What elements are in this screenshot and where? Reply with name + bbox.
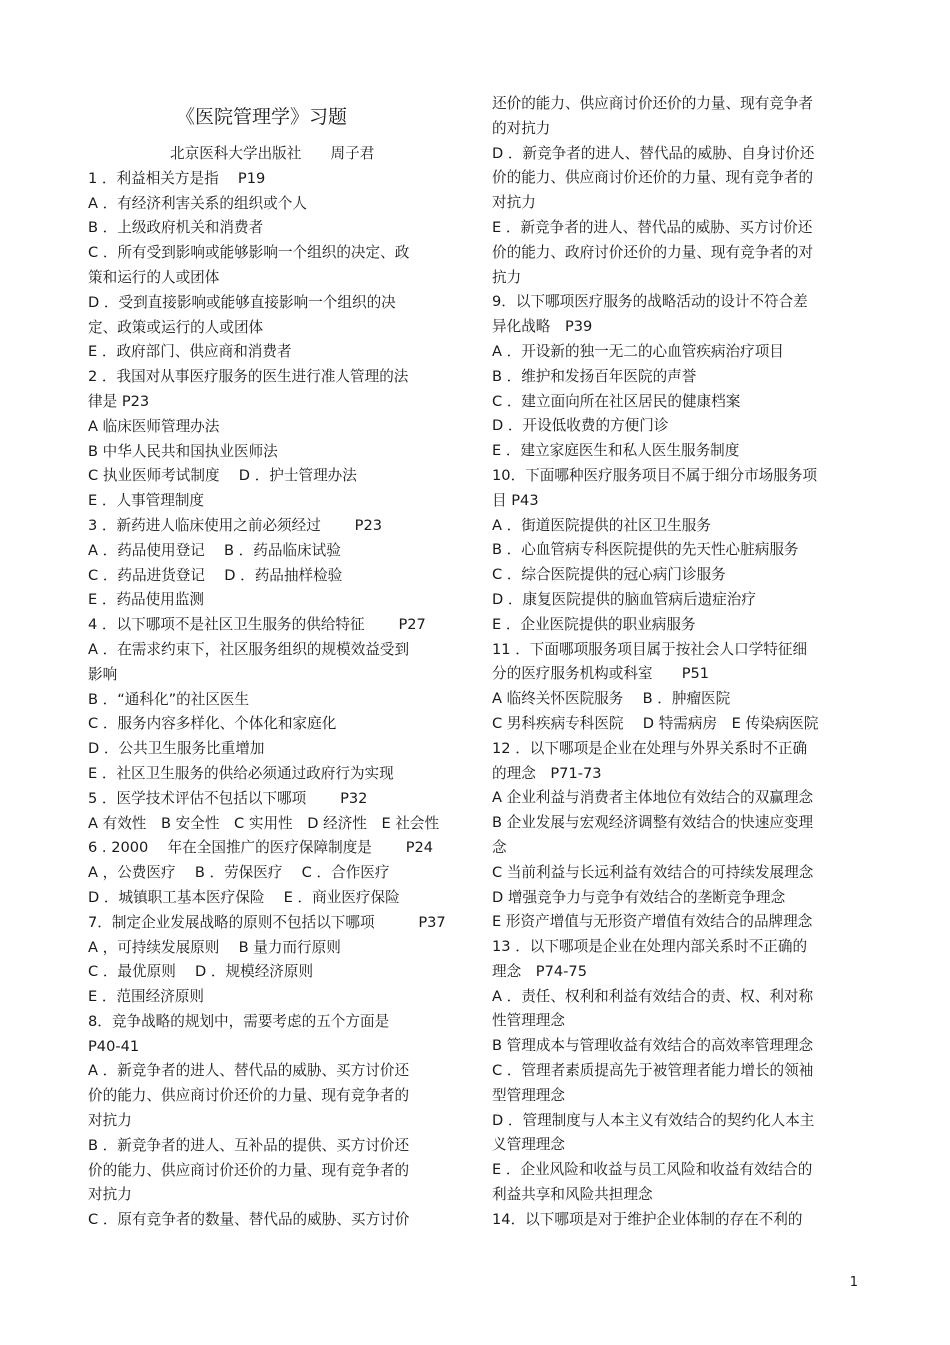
text-line: C 执业医师考试制度 D ．护士管理办法 — [88, 467, 357, 485]
text-line: D 增强竞争力与竞争有效结合的垄断竞争理念 — [492, 888, 786, 906]
text-line: 1 ．利益相关方是指 P19 — [88, 169, 266, 187]
text-line: 12 ．以下哪项是企业在处理与外界关系时不正确 — [492, 739, 808, 757]
text-line: 13 ．以下哪项是企业在处理内部关系时不正确的 — [492, 938, 808, 956]
text-line: E ．范围经济原则 — [88, 988, 205, 1006]
text-line: B ．“通科化”的社区医生 — [88, 690, 250, 708]
text-line: B ．维护和发扬百年医院的声誉 — [492, 367, 697, 385]
text-line: A ．药品使用登记 B ．药品临床试验 — [88, 541, 341, 559]
text-line: 8．竞争战略的规划中，需要考虑的五个方面是 — [88, 1012, 390, 1030]
text-line: A 临床医师管理办法 — [88, 417, 220, 435]
text-line: 7．制定企业发展战略的原则不包括以下哪项 P37 — [88, 913, 446, 931]
text-line: E ．建立家庭医生和私人医生服务制度 — [492, 442, 740, 460]
text-line: D ．新竞争者的进人、替代品的威胁、自身讨价还 — [492, 144, 815, 162]
text-line: 性管理理念 — [492, 1012, 565, 1030]
text-line: A ．街道医院提供的社区卫生服务 — [492, 516, 711, 534]
text-line: E ．人事管理制度 — [88, 492, 205, 510]
text-line: 9．以下哪项医疗服务的战略活动的设计不符合差 — [492, 293, 808, 311]
text-line: 对抗力 — [88, 1186, 132, 1204]
text-line: A ．有经济利害关系的组织或个人 — [88, 194, 307, 212]
text-line: 目 P43 — [492, 491, 539, 509]
text-line: B ．新竞争者的进人、互补品的提供、买方讨价还 — [88, 1136, 410, 1154]
text-line: 14．以下哪项是对于维护企业体制的存在不利的 — [492, 1210, 803, 1228]
text-line: D ．开设低收费的方便门诊 — [492, 417, 669, 435]
text-line: E 形资产增值与无形资产增值有效结合的品牌理念 — [492, 913, 813, 931]
text-line: 价的能力、政府讨价还价的力量、现有竞争者的对 — [492, 243, 814, 261]
text-line: 4 ．以下哪项不是社区卫生服务的供给特征 P27 — [88, 616, 426, 634]
text-line: 策和运行的人或团体 — [88, 268, 220, 286]
text-line: E ．政府部门、供应商和消费者 — [88, 343, 292, 361]
document-title: 《医院管理学》习题 — [176, 106, 348, 128]
text-line: A ，可持续发展原则 B 量力而行原则 — [88, 938, 341, 956]
text-line: 律是 P23 — [88, 392, 150, 410]
text-line: D ．公共卫生服务比重增加 — [88, 740, 265, 758]
text-line: B ．心血管病专科医院提供的先天性心脏病服务 — [492, 541, 799, 559]
text-line: 对抗力 — [492, 194, 536, 212]
text-line: A ．责任、权利和利益有效结合的责、权、利对称 — [492, 987, 814, 1005]
text-line: 价的能力、供应商讨价还价的力量、现有竞争者的 — [88, 1161, 410, 1179]
text-line: 的对抗力 — [492, 119, 551, 137]
text-line: A 临终关怀医院服务 B ．肿瘤医院 — [492, 690, 731, 708]
text-line: B 管理成本与管理收益有效结合的高效率管理理念 — [492, 1037, 814, 1055]
right-column-lines — [492, 92, 837, 1233]
text-line: A 有效性 B 安全性 C 实用性 D 经济性 E 社会性 — [88, 814, 440, 832]
text-line: 11 ．下面哪项服务项目属于按社会人口学特征细 — [492, 640, 808, 658]
text-line: 利益共享和风险共担理念 — [492, 1186, 653, 1204]
text-line: C ．建立面向所在社区居民的健康档案 — [492, 392, 741, 410]
text-line: 10．下面哪种医疗服务项目不属于细分市场服务项 — [492, 466, 818, 484]
text-line: 抗力 — [492, 268, 522, 286]
left-column-lines — [88, 167, 448, 1233]
text-line: B 中华人民共和国执业医师法 — [88, 442, 278, 460]
text-line: D ．城镇职工基本医疗保险 E ．商业医疗保险 — [88, 888, 400, 906]
text-line: 分的医疗服务机构或科室 P51 — [492, 665, 710, 683]
text-line: E ．药品使用监测 — [88, 591, 205, 609]
text-line: 价的能力、供应商讨价还价的力量、现有竞争者的 — [88, 1087, 410, 1105]
text-line: C ．原有竞争者的数量、替代品的威胁、买方讨价 — [88, 1211, 410, 1229]
text-line: A ．在需求约束下，社区服务组织的规模效益受到 — [88, 640, 410, 658]
text-line: C ．服务内容多样化、个体化和家庭化 — [88, 715, 337, 733]
text-line: 6 . 2000 年在全国推广的医疗保障制度是 P24 — [88, 839, 434, 857]
text-line: A ．新竞争者的进人、替代品的威胁、买方讨价还 — [88, 1062, 410, 1080]
text-line: C ．所有受到影响或能够影响一个组织的决定、政 — [88, 244, 410, 262]
text-line: C 男科疾病专科医院 D 特需病房 E 传染病医院 — [492, 714, 819, 732]
text-line: 定、政策或运行的人或团体 — [88, 318, 264, 336]
text-line: C ．管理者素质提高先于被管理者能力增长的领袖 — [492, 1062, 814, 1080]
text-line: C 当前利益与长远利益有效结合的可持续发展理念 — [492, 863, 814, 881]
text-line: E ．企业风险和收益与员工风险和收益有效结合的 — [492, 1161, 813, 1179]
text-line: 价的能力、供应商讨价还价的力量、现有竞争者的 — [492, 169, 814, 187]
text-line: D ．管理制度与人本主义有效结合的契约化人本主 — [492, 1111, 815, 1129]
text-line: 理念 P74-75 — [492, 962, 587, 980]
text-line: 念 — [492, 838, 507, 856]
text-line: 还价的能力、供应商讨价还价的力量、现有竞争者 — [492, 95, 814, 112]
text-line: 型管理理念 — [492, 1086, 565, 1104]
text-line: C ．药品进货登记 D ．药品抽样检验 — [88, 566, 343, 584]
text-line: A 企业利益与消费者主体地位有效结合的双赢理念 — [492, 789, 814, 807]
text-line: A ．开设新的独一无二的心血管疾病治疗项目 — [492, 342, 784, 360]
text-line: E ．社区卫生服务的供给必须通过政府行为实现 — [88, 764, 394, 782]
text-line: 异化战略 P39 — [492, 318, 593, 336]
text-line: P40-41 — [88, 1037, 140, 1055]
text-line: 2 ．我国对从事医疗服务的医生进行准人管理的法 — [88, 368, 409, 386]
text-line: E ．新竞争者的进人、替代品的威胁、买方讨价还 — [492, 218, 813, 236]
left-column — [88, 92, 448, 1233]
text-line: D ．受到直接影响或能够直接影响一个组织的决 — [88, 293, 396, 311]
text-line: E ．企业医院提供的职业病服务 — [492, 615, 696, 633]
right-column — [492, 92, 837, 1233]
text-line: 3 ．新药进人临床使用之前必须经过 P23 — [88, 516, 383, 534]
text-line: C ．综合医院提供的冠心病门诊服务 — [492, 566, 726, 584]
text-line: 的理念 P71-73 — [492, 764, 602, 782]
text-line: 对抗力 — [88, 1112, 132, 1130]
text-line: 义管理理念 — [492, 1136, 565, 1154]
document-subtitle: 北京医科大学出版社 周子君 — [170, 145, 375, 162]
page-number: 1 — [849, 1275, 858, 1290]
text-line: 5 ．医学技术评估不包括以下哪项 P32 — [88, 789, 368, 807]
text-line: 影响 — [88, 665, 118, 683]
text-line: B ．上级政府机关和消费者 — [88, 219, 264, 237]
text-line: B 企业发展与宏观经济调整有效结合的快速应变理 — [492, 814, 814, 832]
text-line: A ，公费医疗 B ．劳保医疗 C ．合作医疗 — [88, 864, 390, 882]
text-line: C ．最优原则 D ．规模经济原则 — [88, 963, 314, 981]
text-line: D ．康复医院提供的脑血管病后遗症治疗 — [492, 590, 756, 608]
